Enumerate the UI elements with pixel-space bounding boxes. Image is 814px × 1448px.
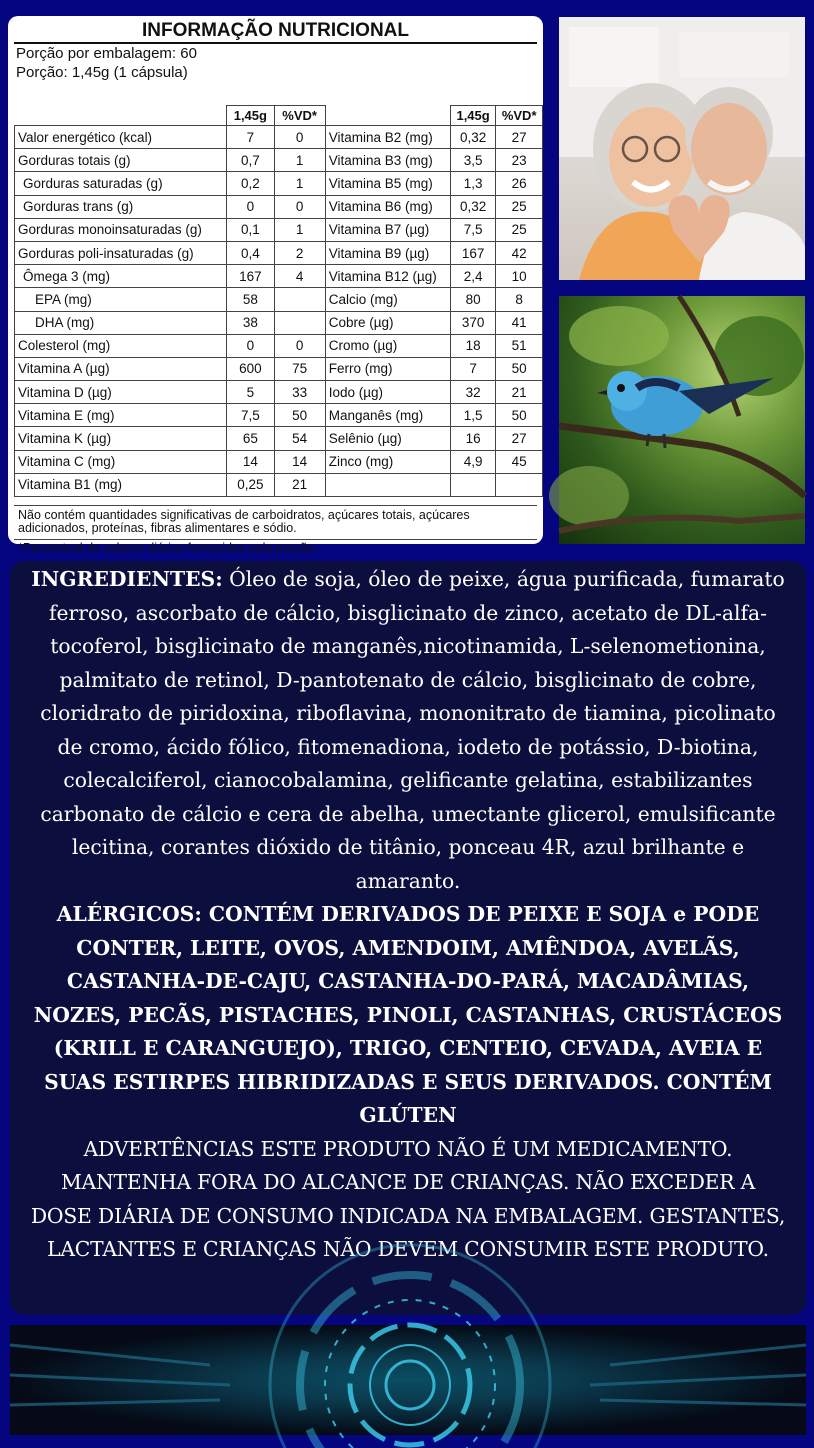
nutrition-facts-panel: [8, 16, 543, 555]
nutrient-name: Cobre (µg): [325, 311, 450, 334]
nutrient-name: Vitamina B6 (mg): [325, 195, 450, 218]
nutrient-dv: 14: [274, 450, 325, 473]
nutrient-name: Vitamina E (mg): [15, 404, 227, 427]
nutrient-name: Vitamina A (µg): [15, 357, 227, 380]
dv-footnote: *Percentual de valores diários fornecidos pela porção: [14, 539, 537, 556]
nutrient-amount: 600: [227, 357, 274, 380]
nutrient-dv: 0: [274, 126, 325, 149]
nutrient-dv: 10: [496, 265, 543, 288]
header-amount: 1,45g: [450, 106, 496, 126]
nutrient-dv: 21: [496, 381, 543, 404]
elderly-couple-photo: [559, 17, 805, 280]
nutrient-amount: 7: [450, 357, 496, 380]
nutrient-name: Iodo (µg): [325, 381, 450, 404]
nutrient-amount: 58: [227, 288, 274, 311]
nutrient-amount: 32: [450, 381, 496, 404]
nutrient-dv: 0: [274, 334, 325, 357]
nutrient-name: Vitamina D (µg): [15, 381, 227, 404]
nutrition-row: [15, 473, 543, 496]
nutrient-dv: [274, 288, 325, 311]
nutrient-name: Vitamina B2 (mg): [325, 126, 450, 149]
nutrition-row: [15, 357, 543, 380]
nutrient-name: DHA (mg): [15, 311, 227, 334]
nutrient-dv: [496, 473, 543, 496]
nutrient-amount: 0: [227, 334, 274, 357]
nutrition-row: [15, 149, 543, 172]
nutrient-dv: 1: [274, 149, 325, 172]
servings-per-package: Porção por embalagem: 60: [16, 45, 197, 62]
nutrient-amount: 16: [450, 427, 496, 450]
nutrient-amount: 7: [227, 126, 274, 149]
nutrient-name: Vitamina B9 (µg): [325, 241, 450, 264]
nutrient-dv: 0: [274, 195, 325, 218]
nutrition-row: [15, 381, 543, 404]
nutrient-amount: 167: [450, 241, 496, 264]
nutrient-dv: 41: [496, 311, 543, 334]
couple-illustration: [559, 17, 805, 280]
nutrient-amount: 167: [227, 265, 274, 288]
nutrient-amount: 80: [450, 288, 496, 311]
serving-size: Porção: 1,45g (1 cápsula): [16, 64, 188, 81]
nutrient-dv: 4: [274, 265, 325, 288]
nutrient-name: Gorduras poli-insaturadas (g): [15, 241, 227, 264]
nutrient-name: Vitamina C (mg): [15, 450, 227, 473]
nutrient-amount: [450, 473, 496, 496]
nutrient-name: Ômega 3 (mg): [15, 265, 227, 288]
nutrition-row: [15, 427, 543, 450]
ingredients-text: Óleo de soja, óleo de peixe, água purificada, fumarato ferroso, ascorbato de cálcio, bisglicinato de zinco, acetato de DL-alfa-tocoferol, bisglicinato de manganês,nicotinamida, L-selenometionina, palmitato de retinol, D-pantotenato de cálcio, bisglicinato de cobre, cloridrato de piridoxina, riboflavina, mononitrato de tiamina, picolinato de cromo, ácido fólico, fitomenadiona, iodeto de potássio, D-biotina, colecalciferol, cianocobalamina, gelificante gelatina, estabilizantes carbonato de cálcio e cera de abelha, umectante glicerol, emulsificante lecitina, corantes dióxido de titânio, ponceau 4R, azul brilhante e amaranto.: [40, 567, 785, 893]
nutrient-dv: 23: [496, 149, 543, 172]
nutrient-amount: 7,5: [450, 218, 496, 241]
nutrition-row: [15, 172, 543, 195]
nutrient-name: Ferro (mg): [325, 357, 450, 380]
nutrition-row: [15, 195, 543, 218]
header-blank: [15, 106, 227, 126]
nutrient-dv: 25: [496, 195, 543, 218]
allergens-text: ALÉRGICOS: CONTÉM DERIVADOS DE PEIXE E SOJA e PODE CONTER, LEITE, OVOS, AMENDOIM, AMÊNDOA, AVELÃS, CASTANHA-DE-CAJU, CASTANHA-DO-PARÁ, MACADÂMIAS, NOZES, PECÃS, PISTACHES, PINOLI, CASTANHAS, CRUSTÁCEOS (KRILL E CARANGUEJO), TRIGO, CENTEIO, CEVADA, AVEIA E SUAS ESTIRPES HIBRIDIZADAS E SEUS DERIVADOS. CONTÉM GLÚTEN: [33, 902, 783, 1127]
header-blank: [325, 106, 450, 126]
nutrient-dv: 50: [274, 404, 325, 427]
nutrient-dv: 1: [274, 172, 325, 195]
nutrient-amount: 0: [227, 195, 274, 218]
nutrient-dv: 54: [274, 427, 325, 450]
nutrient-amount: 3,5: [450, 149, 496, 172]
nutrition-header-row: [15, 106, 543, 126]
nutrition-table: [14, 105, 543, 497]
nutrient-name: Calcio (mg): [325, 288, 450, 311]
nutrient-name: Vitamina B1 (mg): [15, 473, 227, 496]
nutrient-amount: 370: [450, 311, 496, 334]
nutrient-amount: 1,5: [450, 404, 496, 427]
nutrient-name: Vitamina B7 (µg): [325, 218, 450, 241]
nutrient-dv: 33: [274, 381, 325, 404]
nutrient-dv: 45: [496, 450, 543, 473]
nutrition-footnote: Não contém quantidades significativas de carboidratos, açúcares totais, açúcares adicionados, proteínas, fibras alimentares e sódio.: [14, 505, 537, 535]
nutrient-dv: 51: [496, 334, 543, 357]
nutrition-row: [15, 265, 543, 288]
nutrient-amount: 38: [227, 311, 274, 334]
header-dv: %VD*: [496, 106, 543, 126]
tech-banner: [10, 1325, 806, 1435]
nutrient-dv: 50: [496, 357, 543, 380]
nutrient-dv: 27: [496, 126, 543, 149]
nutrient-dv: 27: [496, 427, 543, 450]
nutrient-name: Vitamina B12 (µg): [325, 265, 450, 288]
nutrient-amount: 0,1: [227, 218, 274, 241]
nutrition-row: [15, 288, 543, 311]
nutrient-name: Cromo (µg): [325, 334, 450, 357]
nutrient-name: Vitamina B5 (mg): [325, 172, 450, 195]
nutrient-dv: 25: [496, 218, 543, 241]
nutrient-name: EPA (mg): [15, 288, 227, 311]
nutrient-name: Gorduras saturadas (g): [15, 172, 227, 195]
header-dv: %VD*: [274, 106, 325, 126]
nutrient-amount: 65: [227, 427, 274, 450]
nutrient-name: Valor energético (kcal): [15, 126, 227, 149]
nutrient-name: Zinco (mg): [325, 450, 450, 473]
nutrient-amount: 0,25: [227, 473, 274, 496]
nutrient-amount: 2,4: [450, 265, 496, 288]
nutrient-amount: 14: [227, 450, 274, 473]
nutrient-amount: 4,9: [450, 450, 496, 473]
bird-illustration: [559, 296, 805, 544]
nutrient-dv: 26: [496, 172, 543, 195]
nutrient-amount: 5: [227, 381, 274, 404]
nutrient-name: [325, 473, 450, 496]
nutrition-row: [15, 241, 543, 264]
nutrient-amount: 0,32: [450, 126, 496, 149]
nutrient-dv: 1: [274, 218, 325, 241]
blue-bird-photo: [559, 296, 805, 544]
tech-circle-graphic: [10, 1325, 806, 1435]
nutrient-amount: 0,2: [227, 172, 274, 195]
nutrient-amount: 18: [450, 334, 496, 357]
nutrient-name: Gorduras totais (g): [15, 149, 227, 172]
ingredients-label: INGREDIENTES:: [31, 567, 223, 591]
nutrition-row: [15, 218, 543, 241]
nutrient-name: Gorduras trans (g): [15, 195, 227, 218]
nutrient-dv: [274, 311, 325, 334]
nutrition-row: [15, 404, 543, 427]
nutrient-dv: 75: [274, 357, 325, 380]
nutrient-name: Gorduras monoinsaturadas (g): [15, 218, 227, 241]
nutrient-name: Colesterol (mg): [15, 334, 227, 357]
nutrition-title: INFORMAÇÃO NUTRICIONAL: [141, 20, 410, 41]
warnings-text: ADVERTÊNCIAS ESTE PRODUTO NÃO É UM MEDICAMENTO. MANTENHA FORA DO ALCANCE DE CRIANÇAS. NÃO EXCEDER A DOSE DIÁRIA DE CONSUMO INDICADA NA EMBALAGEM. GESTANTES, LACTANTES E CRIANÇAS NÃO DEVEM CONSUMIR ESTE PRODUTO.: [30, 1136, 786, 1261]
nutrient-dv: 50: [496, 404, 543, 427]
nutrient-name: Vitamina B3 (mg): [325, 149, 450, 172]
nutrition-row: [15, 126, 543, 149]
nutrient-amount: 0,4: [227, 241, 274, 264]
nutrient-dv: 2: [274, 241, 325, 264]
nutrient-amount: 0,7: [227, 149, 274, 172]
nutrient-dv: 21: [274, 473, 325, 496]
nutrient-amount: 1,3: [450, 172, 496, 195]
nutrient-dv: 42: [496, 241, 543, 264]
nutrient-name: Manganês (mg): [325, 404, 450, 427]
ingredients-panel: [10, 561, 806, 1315]
header-amount: 1,45g: [227, 106, 274, 126]
ingredients-paragraph: [28, 563, 788, 898]
nutrient-amount: 0,32: [450, 195, 496, 218]
nutrient-name: Selênio (µg): [325, 427, 450, 450]
nutrient-name: Vitamina K (µg): [15, 427, 227, 450]
nutrition-row: [15, 450, 543, 473]
nutrient-amount: 7,5: [227, 404, 274, 427]
nutrition-row: [15, 334, 543, 357]
nutrient-dv: 8: [496, 288, 543, 311]
nutrition-row: [15, 311, 543, 334]
